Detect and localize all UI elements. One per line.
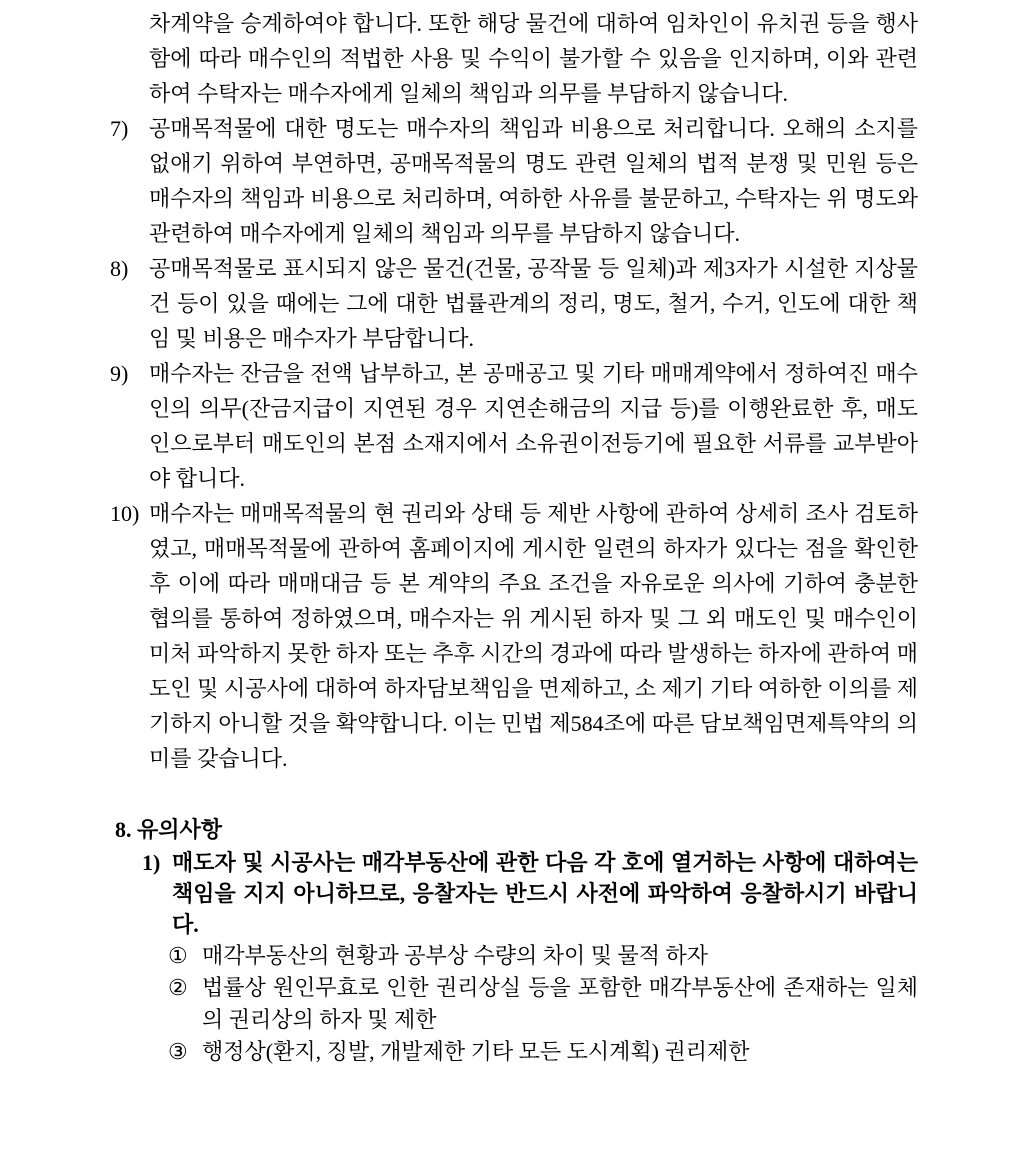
item-7-text: 공매목적물에 대한 명도는 매수자의 책임과 비용으로 처리합니다. 오해의 소지를 없애기 위하여 부연하면, 공매목적물의 명도 관련 일체의 법적 분쟁 및 민원 등은 매수자의 책임과 비용으로 처리하며, 여하한 사유를 불문하고, 수탁자는 위 명도와 관련하여 매수자에게 일체의 책임과 의무를 부담하지 않습니다. bbox=[149, 116, 918, 246]
item-8-text: 공매목적물로 표시되지 않은 물건(건물, 공작물 등 일체)과 제3자가 시설한 지상물건 등이 있을 때에는 그에 대한 법률관계의 정리, 명도, 철거, 수거, 인도에 대한 책임 및 비용은 매수자가 부담합니다. bbox=[149, 256, 918, 351]
intro-continuation bbox=[110, 6, 918, 111]
item-9-marker: 9) bbox=[110, 361, 129, 386]
sub-item-2 bbox=[168, 972, 918, 1036]
numbered-item-9 bbox=[110, 356, 918, 496]
item-8-marker: 8) bbox=[110, 256, 129, 281]
sub-item-1-marker: ① bbox=[168, 943, 188, 968]
sub-item-3-marker: ③ bbox=[168, 1039, 188, 1064]
numbered-item-8 bbox=[110, 251, 918, 356]
section-heading-notes: 8. 유의사항 bbox=[115, 817, 223, 842]
numbered-item-7 bbox=[110, 111, 918, 251]
sub-item-3 bbox=[168, 1036, 918, 1068]
sub-item-2-text: 법률상 원인무효로 인한 권리상실 등을 포함한 매각부동산에 존재하는 일체의 권리상의 하자 및 제한 bbox=[202, 975, 918, 1032]
sub-item-2-marker: ② bbox=[168, 975, 188, 1000]
numbered-item-10 bbox=[110, 496, 918, 776]
sub-item-3-text: 행정상(환지, 징발, 개발제한 기타 모든 도시계획) 권리제한 bbox=[202, 1039, 750, 1064]
item-10-marker: 10) bbox=[110, 501, 140, 526]
notice-item-1 bbox=[142, 847, 918, 940]
item-10-text: 매수자는 매매목적물의 현 권리와 상태 등 제반 사항에 관하여 상세히 조사 검토하였고, 매매목적물에 관하여 홈페이지에 게시한 일련의 하자가 있다는 점을 확인한 후 이에 따라 매매대금 등 본 계약의 주요 조건을 자유로운 의사에 기하여 충분한 협의를 통하여 정하였으며, 매수자는 위 게시된 하자 및 그 외 매도인 및 매수인이 미처 파악하지 못한 하자 또는 추후 시간의 경과에 따라 발생하는 하자에 관하여 매도인 및 시공사에 대하여 하자담보책임을 면제하고, 소 제기 기타 여하한 이의를 제기하지 아니할 것을 확약합니다. 이는 민법 제584조에 따른 담보책임면제특약의 의미를 갖습니다. bbox=[149, 501, 918, 771]
sub-item-1 bbox=[168, 940, 918, 972]
notice-item-1-text: 매도자 및 시공사는 매각부동산에 관한 다음 각 호에 열거하는 사항에 대하여는 책임을 지지 아니하므로, 응찰자는 반드시 사전에 파악하여 응찰하시기 바랍니다. bbox=[172, 850, 918, 937]
intro-continuation-text: 차계약을 승계하여야 합니다. 또한 해당 물건에 대하여 임차인이 유치권 등을 행사함에 따라 매수인의 적법한 사용 및 수익이 불가할 수 있음을 인지하며, 이와 관련하여 수탁자는 매수자에게 일체의 책임과 의무를 부담하지 않습니다. bbox=[149, 11, 918, 106]
sub-item-1-text: 매각부동산의 현황과 공부상 수량의 차이 및 물적 하자 bbox=[202, 943, 709, 968]
item-7-marker: 7) bbox=[110, 116, 129, 141]
item-9-text: 매수자는 잔금을 전액 납부하고, 본 공매공고 및 기타 매매계약에서 정하여진 매수인의 의무(잔금지급이 지연된 경우 지연손해금의 지급 등)를 이행완료한 후, 매도인으로부터 매도인의 본점 소재지에서 소유권이전등기에 필요한 서류를 교부받아야 합니다. bbox=[149, 361, 918, 491]
notice-item-1-marker: 1) bbox=[142, 850, 161, 875]
